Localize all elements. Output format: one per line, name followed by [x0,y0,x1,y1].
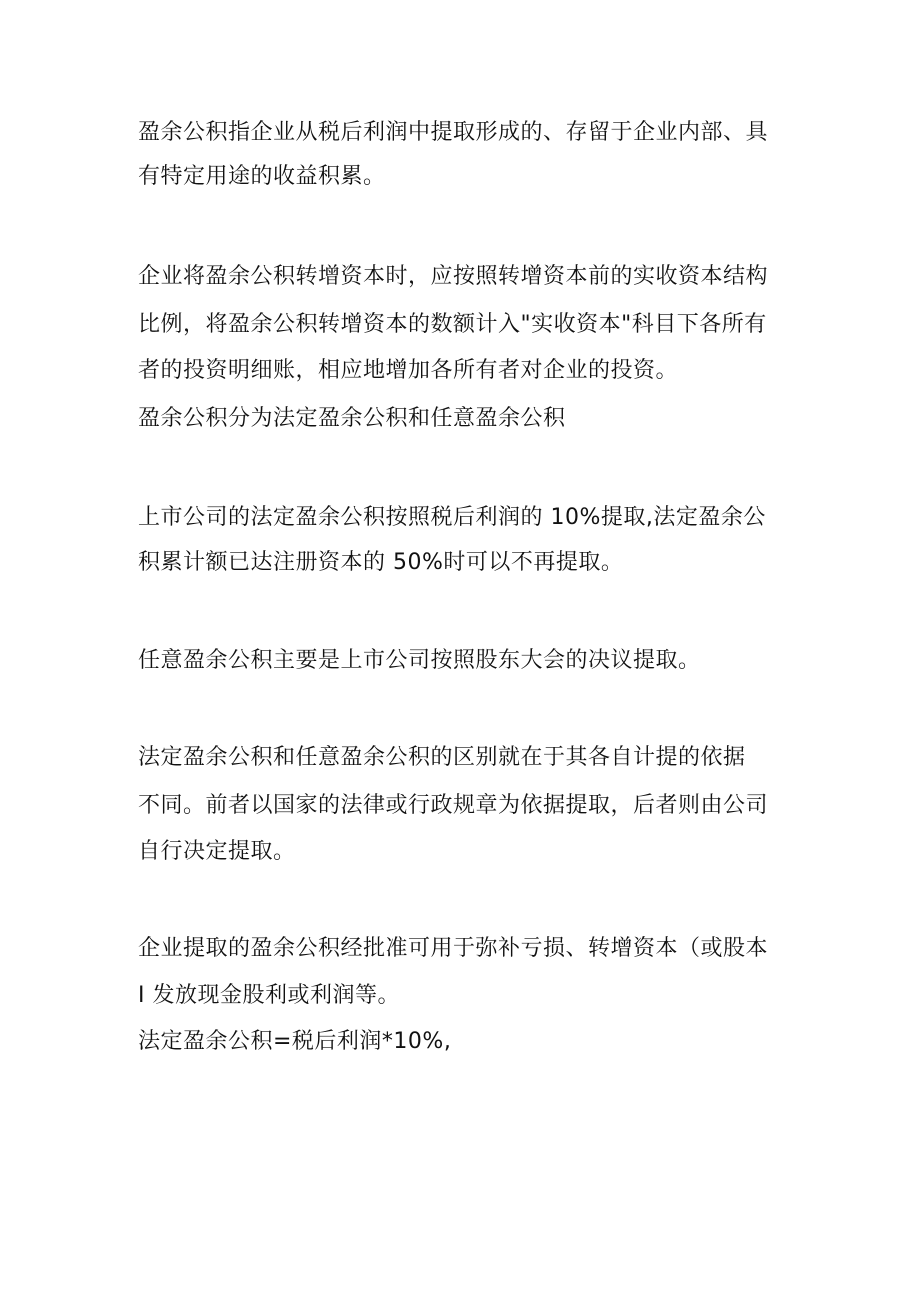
paragraph-2-line-4: 盈余公积分为法定盈余公积和任意盈余公积 [138,406,566,431]
paragraph-6-line-1: 企业提取的盈余公积经批准可用于弥补亏损、转增资本（或股本 [138,936,769,961]
paragraph-3-line-1: 上市公司的法定盈余公积按照税后利润的 10%提取,法定盈余公 [138,505,766,530]
paragraph-4-line-1: 任意盈余公积主要是上市公司按照股东大会的决议提取。 [138,648,701,673]
paragraph-1-line-1: 盈余公积指企业从税后利润中提取形成的、存留于企业内部、具 [138,120,769,145]
paragraph-2-line-2: 比例，将盈余公积转增资本的数额计入"实收资本"科目下各所有 [138,312,767,337]
paragraph-2-line-1: 企业将盈余公积转增资本时，应按照转增资本前的实收资本结构 [138,264,769,289]
paragraph-5-line-1: 法定盈余公积和任意盈余公积的区别就在于其各自计提的依据 [138,745,746,770]
paragraph-5-line-2: 不同。前者以国家的法律或行政规章为依据提取，后者则由公司 [138,793,769,818]
paragraph-1-line-2: 有特定用途的收益积累。 [138,164,386,189]
paragraph-3-line-2: 积累计额已达注册资本的 50%时可以不再提取。 [138,550,624,575]
paragraph-6-line-2: I 发放现金股利或利润等。 [138,983,400,1008]
paragraph-2-line-3: 者的投资明细账，相应地增加各所有者对企业的投资。 [138,358,679,383]
paragraph-6-line-3: 法定盈余公积=税后利润*10%, [138,1029,452,1054]
paragraph-5-line-3: 自行决定提取。 [138,839,296,864]
